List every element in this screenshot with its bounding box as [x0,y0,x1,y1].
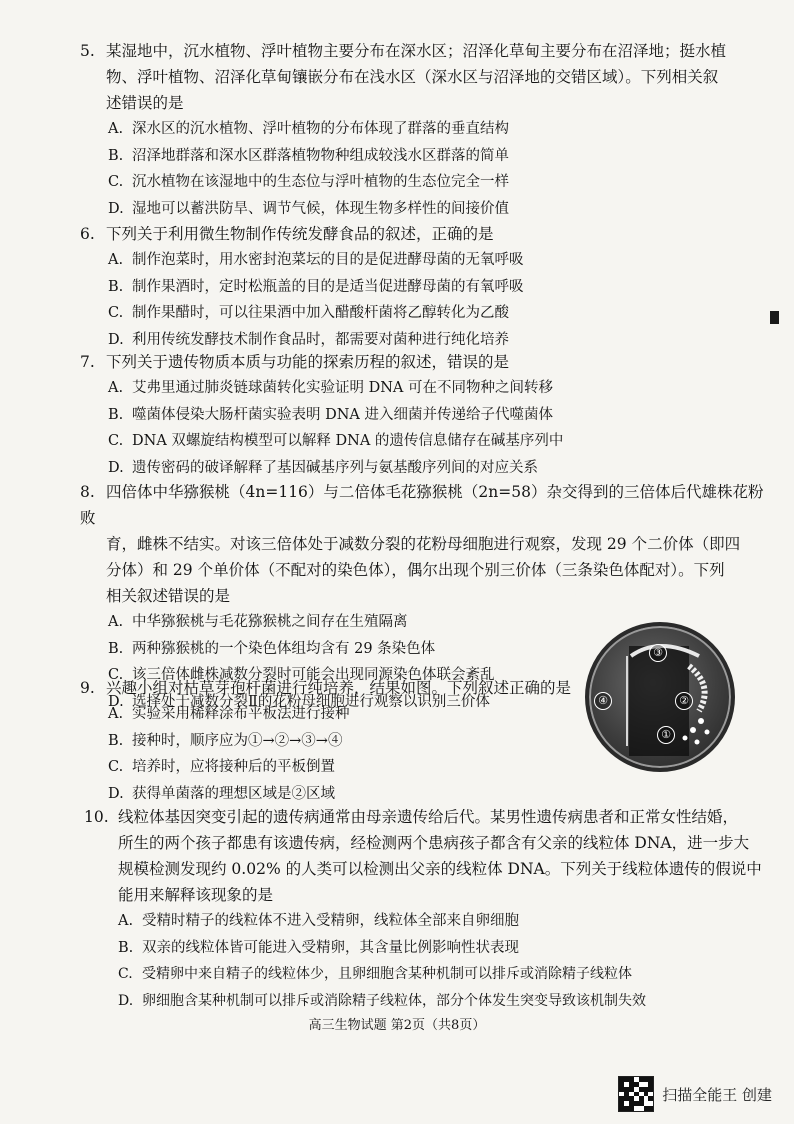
stem-line: 述错误的是 [106,94,184,112]
region-mark-2: ② [675,692,693,710]
option-text: 制作果醋时，可以往果酒中加入醋酸杆菌将乙醇转化为乙酸 [132,305,509,321]
stem-line: 能用来解释该现象的是 [118,886,274,904]
question-6 [80,221,770,353]
question-stem [80,221,770,247]
option-text: 艾弗里通过肺炎链球菌转化实验证明 DNA 可在不同物种之间转移 [132,380,554,396]
colony [698,718,704,724]
option-text: 双亲的线粒体皆可能进入受精卵，其含量比例影响性状表现 [142,939,519,956]
stem-line: 某湿地中，沉水植物、浮叶植物主要分布在深水区；沼泽化草甸主要分布在沼泽地；挺水植 [106,42,727,60]
option-c [80,300,770,327]
question-number: 9. [80,679,95,697]
option-label: D. [108,785,124,802]
colony [695,740,700,745]
option-d [80,196,770,223]
region-mark-1: ① [657,726,675,744]
option-text: 湿地可以蓄洪防旱、调节气候，体现生物多样性的间接价值 [132,200,509,217]
option-text: 两种猕猴桃的一个染色体组均含有 29 条染色体 [132,640,436,657]
option-label: C. [108,433,124,449]
option-label: D. [108,331,124,348]
option-text: 获得单菌落的理想区域是②区域 [132,785,335,802]
option-label: C. [108,174,124,190]
option-text: 中华猕猴桃与毛花猕猴桃之间存在生殖隔离 [132,614,408,630]
option-text: 该三倍体雌株减数分裂时可能会出现同源染色体联会紊乱 [132,667,495,683]
page-footer: 高三生物试题 第2页（共8页） [308,1018,486,1033]
stem-line: 物、浮叶植物、沼泽化草甸镶嵌分布在浅水区（深水区与沼泽地的交错区域）。下列相关叙 [106,68,719,86]
colony [690,727,696,733]
petri-dish-figure [585,622,735,772]
option-label: A. [108,614,124,630]
option-text: 利用传统发酵技术制作食品时，都需要对菌种进行纯化培养 [132,331,509,348]
stem-line: 相关叙述错误的是 [106,587,231,605]
option-label: A. [108,380,124,396]
stem-line: 兴趣小组对枯草芽孢杆菌进行纯培养，结果如图。下列叙述正确的是 [106,679,572,697]
qr-code-icon [618,1076,654,1112]
stem-line: 线粒体基因突变引起的遗传病通常由母亲遗传给后代。某男性遗传病患者和正常女性结婚， [118,808,739,826]
stem-line: 规模检测发现约 0.02% 的人类可以检测出父亲的线粒体 DNA。下列关于线粒体遗传的假说中 [118,860,762,878]
colony [705,730,710,735]
option-d [80,455,770,482]
region-mark-3: ③ [649,644,667,662]
question-stem [80,479,770,531]
option-label: B. [108,147,124,164]
option-a [80,247,770,274]
option-label: C. [108,667,124,683]
stem-line: 下列关于利用微生物制作传统发酵食品的叙述，正确的是 [106,225,494,243]
stem-line: 所生的两个孩子都患有该遗传病，经检测两个患病孩子都含有父亲的线粒体 DNA，进一步大 [118,834,750,852]
option-b [80,274,770,301]
option-label: C. [108,759,124,775]
option-label: C. [108,305,124,321]
option-a [80,116,770,143]
option-b [80,402,770,429]
option-c [80,428,770,455]
option-label: B. [108,278,124,295]
option-label: A. [108,252,124,268]
option-text: 噬菌体侵染大肠杆菌实验表明 DNA 进入细菌并传递给子代噬菌体 [132,406,554,423]
option-d [84,988,784,1015]
option-label: D. [108,200,124,217]
option-label: D. [118,992,134,1009]
option-text: 制作果酒时，定时松瓶盖的目的是适当促进酵母菌的有氧呼吸 [132,278,524,295]
scanner-watermark [618,1076,772,1112]
question-5 [80,38,770,222]
option-label: B. [108,732,124,749]
option-label: D. [108,693,124,710]
margin-marker [770,311,779,324]
option-text: 接种时，顺序应为①→②→③→④ [132,732,343,749]
question-stem [80,38,770,64]
question-stem [80,349,770,375]
region-mark-4: ④ [594,692,612,710]
option-text: 实验采用稀释涂布平板法进行接种 [132,706,350,722]
option-label: C. [118,966,133,982]
option-text: 深水区的沉水植物、浮叶植物的分布体现了群落的垂直结构 [132,121,509,137]
option-a [84,908,784,935]
colony [683,736,688,741]
option-text: 受精卵中来自精子的线粒体少，且卵细胞含某种机制可以排斥或消除精子线粒体 [142,966,632,982]
question-number: 5. [80,42,95,60]
question-number: 10. [84,808,109,826]
qr-cell [648,1106,653,1111]
option-text: 卵细胞含某种机制可以排斥或消除精子线粒体，部分个体发生突变导致该机制失效 [142,992,646,1009]
option-label: D. [108,459,124,476]
question-number: 8. [80,483,95,501]
option-text: 培养时，应将接种后的平板倒置 [132,759,335,775]
option-label: B. [108,640,124,657]
stem-line: 育，雌株不结实。对该三倍体处于减数分裂的花粉母细胞进行观察，发现 29 个二价体（即四 [106,535,741,553]
option-text: 沼泽地群落和深水区群落植物物种组成较浅水区群落的简单 [132,147,509,164]
stem-line: 四倍体中华猕猴桃（4n=116）与二倍体毛花猕猴桃（2n=58）杂交得到的三倍体后代雄株花粉败 [80,483,764,527]
option-text: 沉水植物在该湿地中的生态位与浮叶植物的生态位完全一样 [132,174,509,190]
option-label: B. [108,406,124,423]
stem-line: 分体）和 29 个单价体（不配对的染色体），偶尔出现个别三价体（三条染色体配对）。下列 [106,561,725,579]
question-7 [80,349,770,481]
question-stem [84,804,784,830]
option-label: A. [108,706,124,722]
option-c [80,169,770,196]
option-text: DNA 双螺旋结构模型可以解释 DNA 的遗传信息储存在碱基序列中 [132,433,564,449]
option-b [84,935,784,962]
option-text: 制作泡菜时，用水密封泡菜坛的目的是促进酵母菌的无氧呼吸 [132,252,524,268]
question-10 [84,804,784,1014]
option-a [80,375,770,402]
option-b [80,143,770,170]
option-text: 受精时精子的线粒体不进入受精卵，线粒体全部来自卵细胞 [142,913,519,929]
question-number: 6. [80,225,95,243]
option-label: A. [118,913,134,929]
option-c [84,961,784,988]
scanner-label: 扫描全能王 创建 [662,1085,772,1104]
option-text: 遗传密码的破译解释了基因碱基序列与氨基酸序列间的对应关系 [132,459,538,476]
option-label: B. [118,939,134,956]
option-label: A. [108,121,124,137]
stem-line: 下列关于遗传物质本质与功能的探索历程的叙述，错误的是 [106,353,510,371]
option-text: 选择处于减数分裂Ⅱ的花粉母细胞进行观察以识别三价体 [132,693,490,710]
question-number: 7. [80,353,95,371]
